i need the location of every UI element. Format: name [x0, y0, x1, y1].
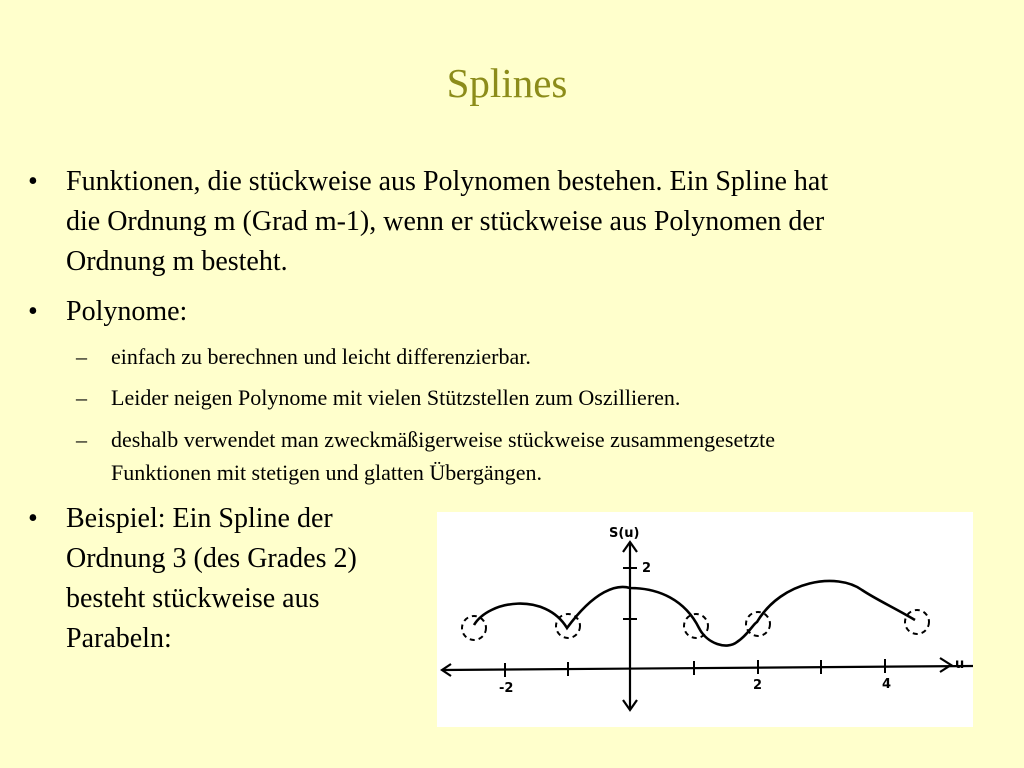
- y-axis-label: S(u): [609, 526, 640, 541]
- bullet-marker: •: [28, 503, 38, 534]
- subitem-line: einfach zu berechnen und leicht differenzierbar.: [111, 344, 531, 369]
- x-axis-label: u: [955, 657, 965, 672]
- x-tick-label: -2: [499, 681, 514, 696]
- bullet-marker: •: [28, 296, 38, 327]
- bullet-line: Ordnung m besteht.: [66, 246, 288, 277]
- dash-marker: –: [76, 344, 87, 369]
- y-tick-label: 2: [642, 561, 652, 576]
- bullet-line: besteht stückweise aus: [66, 583, 320, 614]
- bullet-line: die Ordnung m (Grad m-1), wenn er stückweise aus Polynomen der: [66, 206, 825, 237]
- x-axis-right-arrow: [940, 658, 951, 672]
- spline-figure: [437, 512, 973, 727]
- knot-marker: [462, 616, 486, 640]
- subitem-line: deshalb verwendet man zweckmäßigerweise stückweise zusammengesetzte: [111, 427, 776, 452]
- spline-plot: [437, 512, 973, 727]
- bullet-line: Ordnung 3 (des Grades 2): [66, 543, 357, 574]
- dash-marker: –: [76, 385, 87, 410]
- knot-marker: [905, 610, 929, 634]
- x-axis: [443, 666, 973, 670]
- bullet-line: Funktionen, die stückweise aus Polynomen bestehen. Ein Spline hat: [66, 166, 829, 197]
- bullet-marker: •: [28, 166, 38, 197]
- x-tick-label: 4: [882, 677, 892, 692]
- knot-marker: [746, 612, 770, 636]
- knot-marker: [684, 614, 708, 638]
- dash-marker: –: [76, 427, 87, 452]
- subitem-line: Leider neigen Polynome mit vielen Stützstellen zum Oszillieren.: [111, 385, 681, 410]
- bullet-line: Beispiel: Ein Spline der: [66, 503, 333, 534]
- bullet-line: Polynome:: [66, 296, 188, 327]
- slide-title: Splines: [446, 60, 568, 106]
- bullet-line: Parabeln:: [66, 623, 172, 654]
- subitem-line: Funktionen mit stetigen und glatten Übergängen.: [111, 460, 542, 485]
- x-tick-label: 2: [753, 678, 763, 693]
